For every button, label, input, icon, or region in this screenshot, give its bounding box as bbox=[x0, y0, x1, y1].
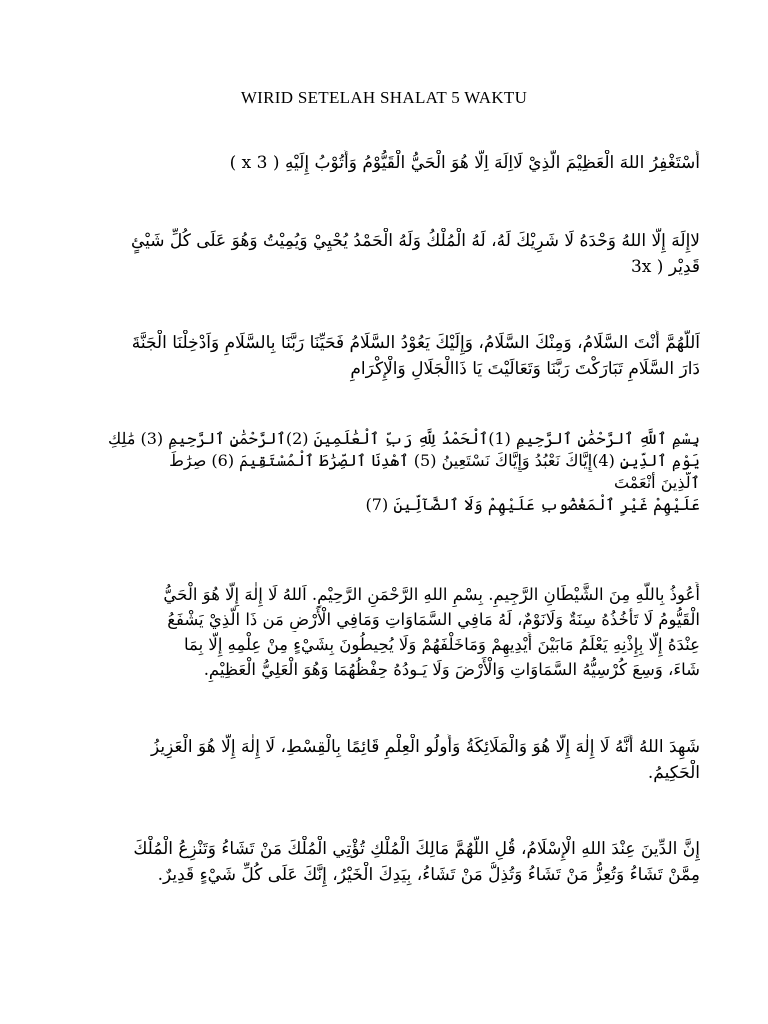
text-line: مِمَّنْ تَشَاءُ وَتُعِزُّ مَنْ تَشَاءُ وَتُذِلُّ مَنْ تَشَاءُ، بِيَدِكَ الْخَيْرُ، إِنَّكَ عَلَى كُلِّ شَيْءٍ قَدِيرٌ. bbox=[157, 865, 700, 885]
document-title: WIRID SETELAH SHALAT 5 WAKTU bbox=[240, 88, 528, 107]
wirid-istighfar bbox=[88, 150, 700, 176]
text-line: أَعُوذُ بِاللَّهِ مِنَ الشَّيْطَانِ الرَّجِيمِ. بِسْمِ اللهِ الرَّحْمَنِ الرَّحِيْمِ. اَللهُ لَا إِلٰهَ إِلَّا هُوَ الْحَيُّ bbox=[163, 585, 700, 604]
text-line: إِنَّ الدِّينَ عِنْدَ اللهِ الْإِسْلَامُ، قُلِ اللَّهُمَّ مَالِكَ الْمُلْكِ تُؤْتِي الْمُلْكَ مَنْ تَشَاءُ وَتَنْزِعُ الْمُلْكَ bbox=[133, 839, 700, 859]
text-line: لاإِلَهَ إِلَّا اللهُ وَحْدَهُ لَا شَرِيْكَ لَهُ، لَهُ الْمُلْكُ وَلَهُ الْحَمْدُ يُحْيِيْ وَيُمِيْتُ وَهُوَ عَلَى كُلِّ شَيْئٍ bbox=[130, 231, 700, 251]
text-line: شَاءَ، وَسِعَ كُرْسِيُّهُ السَّمَاوَاتِ وَالْأَرْضَ وَلَا يَـودُهُ حِفْظُهُمَا وَهُوَ الْعَلِيُّ الْعَظِيْمِ. bbox=[203, 660, 700, 679]
text-line: شَهِدَ اللهُ أَنَّهُ لَا إِلٰهَ إِلَّا هُوَ وَالْمَلَائِكَةُ وَأُولُو الْعِلْمِ قَائِمًا بِالْقِسْطِ، لَا إِلٰهَ إِلَّا هُوَ الْعَزِيزُ bbox=[150, 737, 700, 757]
text-line: عَلَيْهِمْ غَيْرِ ٱلْمَغْضُوبِ عَلَيْهِمْ وَلَا ٱلضَّآلِّينَ (7) bbox=[365, 495, 700, 514]
text-line: قَدِيْر ( 3x bbox=[630, 257, 700, 277]
wirid-qulillahumma bbox=[88, 836, 700, 888]
text-line: عِنْدَهُ إِلَّا بِإِذْنِهِ يَعْلَمُ مَابَيْنَ أَيْدِيهِمْ وَمَاخَلْفَهُمْ وَلَا يُحِيطُونَ بِشَيْءٍ مِنْ عِلْمِهِ إِلَّا بِمَا bbox=[184, 635, 700, 654]
text-line: ٱلَّذِينَ أَنْعَمْتَ bbox=[614, 473, 700, 492]
text-line: أَسْتَغْفِرُ اللهَ الْعَظِيْمَ الَّذِيْ لَااِلَهَ اِلَّا هُوَ الْحَيُّ الْقَيُّوْمُ وَأَتُوْبُ إِلَيْهِ ( 3 x ) bbox=[229, 153, 700, 173]
wirid-al-fatihah bbox=[88, 428, 700, 516]
wirid-ayat-kursi bbox=[88, 582, 700, 682]
wirid-tahlil bbox=[88, 228, 700, 280]
text-line: دَارَ السَّلَامِ تَبَارَكْتَ رَبَّنَا وَتَعَالَيْتَ يَا ذَاالْجَلَالِ وَالْإِكْرَامِ bbox=[350, 359, 700, 379]
wirid-syahidallah bbox=[88, 734, 700, 786]
wirid-salam bbox=[88, 330, 700, 382]
text-line: يَوْمِ ٱلدِّينِ (4)إِيَّاكَ نَعْبُدُ وَإِيَّاكَ نَسْتَعِينُ (5) ٱهْدِنَا ٱلصِّرَٰطَ ٱلْمُسْتَقِيمَ (6) صِرَٰطَ bbox=[169, 451, 700, 470]
text-line: اَللَّهُمَّ أَنْتَ السَّلَامُ، وَمِنْكَ السَّلَامُ، وَإِلَيْكَ يَعُوْدُ السَّلَامُ فَحَيِّنَا رَبَّنَا بِالسَّلَامِ وَاَدْخِلْنَا الْجَنَّةَ bbox=[131, 333, 700, 353]
text-line: الْحَكِيمُ. bbox=[647, 763, 700, 783]
text-line: الْقَيُّومُ لَا تَأْخُذُهُ سِنَةٌ وَلَانَوْمٌ، لَهُ مَافِي السَّمَاوَاتِ وَمَافِي الْأَرْضِ مَن ذَا الَّذِيْ يَشْفَعُ bbox=[167, 610, 700, 629]
text-line: بِسْمِ ٱللَّهِ ٱلرَّحْمَٰنِ ٱلرَّحِيمِ (1)ٱلْحَمْدُ لِلَّهِ رَبِّ ٱلْعَٰلَمِينَ (2)ٱلرَّحْمَٰنِ ٱلرَّحِيمِ (3) مَٰلِكِ bbox=[108, 429, 700, 448]
